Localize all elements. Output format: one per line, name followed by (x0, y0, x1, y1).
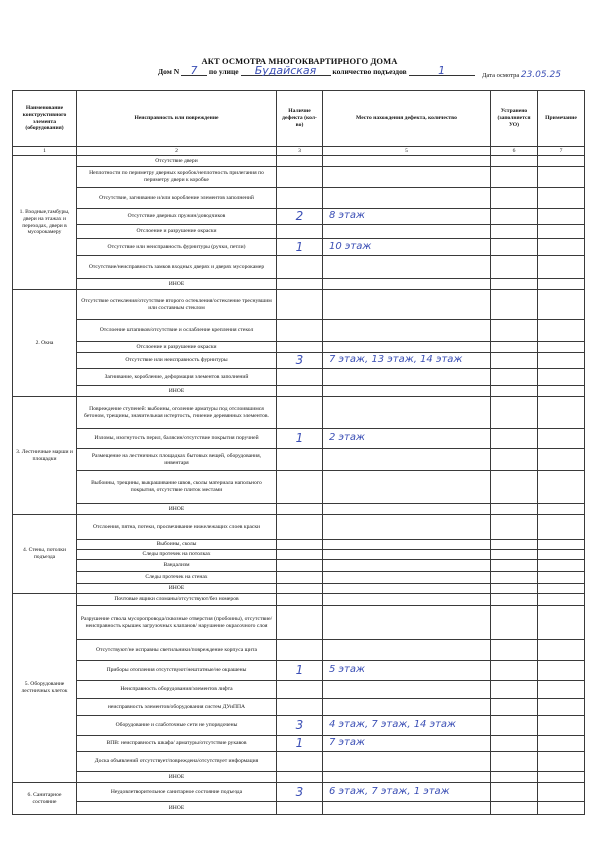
table-row (13, 342, 585, 353)
note-cell (538, 699, 585, 716)
defect-description: Загнивание, коробление, деформация элементов заполнений (77, 369, 277, 386)
defect-location-cell (323, 594, 491, 606)
street-field (241, 64, 331, 76)
col-header-element: Наименование конструктивного элемента (оборудования) (13, 91, 77, 147)
column-number-row (13, 147, 585, 156)
defect-count: 1 (295, 736, 304, 750)
note-cell (538, 606, 585, 640)
defect-location-cell (323, 736, 491, 752)
col-header-note: Примечание (538, 91, 585, 147)
defect-location-cell (323, 188, 491, 209)
fixed-cell (491, 209, 538, 225)
defect-location-cell (323, 353, 491, 369)
section-name: 5. Оборудование лестничных клеток (13, 594, 77, 783)
note-cell (538, 353, 585, 369)
defect-location-cell (323, 550, 491, 560)
defect-description: Неудовлетворительное санитарное состояние подъезда (77, 783, 277, 802)
fixed-cell (491, 550, 538, 560)
defect-location-cell (323, 279, 491, 290)
defect-count-cell (277, 699, 323, 716)
note-cell (538, 225, 585, 239)
section-name: 6. Санитарное состояние (13, 783, 77, 815)
defect-description: Повреждение ступеней: выбоины, оголение арматуры под отслоившимся бетоном, трещины, значительная истертость, гниение деревянных элементов. (77, 397, 277, 429)
defect-count-cell (277, 256, 323, 279)
table-row (13, 736, 585, 752)
defect-description: ИНОЕ (77, 584, 277, 594)
defect-location-cell (323, 540, 491, 550)
defect-description: ВПВ: неисправность шкафа/ арматуры/отсутствие рукавов (77, 736, 277, 752)
defect-description: Доска объявлений отсутствует/повреждена/отсутствует информация (77, 752, 277, 772)
table-row (13, 515, 585, 540)
defects-table (12, 90, 585, 815)
section-name: 4. Стены, потолки подъезда (13, 515, 77, 594)
defect-count-cell (277, 167, 323, 188)
table-row (13, 449, 585, 471)
defect-location-cell (323, 772, 491, 783)
table-row (13, 256, 585, 279)
defect-count-cell (277, 209, 323, 225)
defect-count-cell (277, 397, 323, 429)
defect-count: 1 (295, 239, 304, 254)
defect-location-cell (323, 783, 491, 802)
col-header-fixed: Устранено (заполняется УО) (491, 91, 538, 147)
table-row (13, 353, 585, 369)
defect-count-cell (277, 572, 323, 584)
note-cell (538, 736, 585, 752)
defect-description: Выбоины, сколы (77, 540, 277, 550)
fixed-cell (491, 661, 538, 681)
defect-count-cell (277, 772, 323, 783)
fixed-cell (491, 594, 538, 606)
defect-count-cell (277, 560, 323, 572)
defect-description: Отсутствие, загнивание и/или коробление элементов заполнений (77, 188, 277, 209)
fixed-cell (491, 504, 538, 515)
defect-location: 4 этаж, 7 этаж, 14 этаж (329, 719, 457, 731)
table-row (13, 397, 585, 429)
column-number: 7 (538, 147, 585, 156)
note-cell (538, 783, 585, 802)
column-number: 1 (13, 147, 77, 156)
defect-location-cell (323, 256, 491, 279)
defect-count: 1 (295, 663, 304, 677)
fixed-cell (491, 783, 538, 802)
col-header-defect: Неисправность или повреждение (77, 91, 277, 147)
defect-count-cell (277, 225, 323, 239)
header-line (158, 64, 475, 76)
column-number: 5 (323, 147, 491, 156)
fixed-cell (491, 320, 538, 342)
note-cell (538, 584, 585, 594)
table-row (13, 640, 585, 661)
defect-count-cell (277, 290, 323, 320)
defect-description: Следы протечек на потолках (77, 550, 277, 560)
fixed-cell (491, 716, 538, 736)
defect-description: Отслоение и разрушение окраски (77, 225, 277, 239)
fixed-cell (491, 429, 538, 449)
table-row (13, 156, 585, 167)
defect-description: Отсутствие остекления/отсутствие второго остекления/остекление треснувшим или составным стеклом (77, 290, 277, 320)
defect-count-cell (277, 429, 323, 449)
note-cell (538, 188, 585, 209)
column-number: 2 (77, 147, 277, 156)
note-cell (538, 504, 585, 515)
fixed-cell (491, 225, 538, 239)
defect-location-cell (323, 225, 491, 239)
defect-location-cell (323, 342, 491, 353)
defect-count-cell (277, 783, 323, 802)
fixed-cell (491, 640, 538, 661)
note-cell (538, 560, 585, 572)
column-number: 3 (277, 147, 323, 156)
fixed-cell (491, 736, 538, 752)
fixed-cell (491, 471, 538, 504)
fixed-cell (491, 681, 538, 699)
defect-count-cell (277, 156, 323, 167)
defect-description: Почтовые ящики сломаны/отсутствуют/без номеров (77, 594, 277, 606)
fixed-cell (491, 699, 538, 716)
defect-description: Отслоения, пятна, потеки, просвечивание нижележащих слоев краски (77, 515, 277, 540)
note-cell (538, 515, 585, 540)
defect-count-cell (277, 279, 323, 290)
table-row (13, 752, 585, 772)
table-row (13, 594, 585, 606)
note-cell (538, 429, 585, 449)
fixed-cell (491, 342, 538, 353)
defect-description: неисправность элементов/оборудования систем ДУиППА (77, 699, 277, 716)
note-cell (538, 397, 585, 429)
defect-location: 8 этаж (329, 210, 365, 222)
house-label: Дом N (158, 67, 180, 76)
table-row (13, 606, 585, 640)
section-name: 2. Окна (13, 290, 77, 397)
defect-description: ИНОЕ (77, 772, 277, 783)
table-row (13, 699, 585, 716)
defect-location-cell (323, 369, 491, 386)
defect-count-cell (277, 504, 323, 515)
table-row (13, 369, 585, 386)
fixed-cell (491, 449, 538, 471)
defect-count-cell (277, 320, 323, 342)
table-row (13, 279, 585, 290)
table-row (13, 471, 585, 504)
street-label: по улице (208, 67, 239, 76)
table-row (13, 290, 585, 320)
defect-description: Отсутствие дверных пружин/доводчиков (77, 209, 277, 225)
table-row (13, 209, 585, 225)
defect-description: Неплотности по периметру дверных коробок/неплотность прилегания по периметру двери к коробке (77, 167, 277, 188)
section-name: 3. Лестничные марши и площадки (13, 397, 77, 515)
note-cell (538, 594, 585, 606)
fixed-cell (491, 188, 538, 209)
defect-location: 5 этаж (329, 664, 365, 676)
defect-location-cell (323, 681, 491, 699)
defect-location: 7 этаж, 13 этаж, 14 этаж (329, 354, 463, 366)
col-header-presence: Наличие дефекта (кол-во) (277, 91, 323, 147)
date-value: 23.05.25 (520, 70, 561, 80)
note-cell (538, 386, 585, 397)
defect-location-cell (323, 290, 491, 320)
defect-count: 1 (295, 431, 304, 445)
entrances-label: количество подъездов (332, 67, 407, 76)
defects-table-body (13, 156, 585, 815)
defect-count-cell (277, 386, 323, 397)
defect-description: Отслоение и разрушение окраски (77, 342, 277, 353)
defect-description: Разрушение ствола мусоропровода/сквозные отверстия (пробоины), отсутствие/неисправность крышек загрузочных клапанов/ нарушение окрасочного слоя (77, 606, 277, 640)
table-row (13, 386, 585, 397)
defect-count-cell (277, 550, 323, 560)
defect-description: Отслоение штапиков/отсутствие и ослабление крепления стекол (77, 320, 277, 342)
defect-count: 3 (295, 353, 304, 367)
defect-count-cell (277, 661, 323, 681)
defect-description: Приборы отопления отсутствуют/нештатные/не окрашены (77, 661, 277, 681)
defect-count-cell (277, 640, 323, 661)
note-cell (538, 640, 585, 661)
defect-location: 7 этаж (329, 737, 365, 749)
fixed-cell (491, 752, 538, 772)
defect-location-cell (323, 209, 491, 225)
defect-count-cell (277, 540, 323, 550)
defect-location: 10 этаж (329, 240, 372, 252)
defect-description: Неисправность оборудования/элементов лифта (77, 681, 277, 699)
defect-description: Размещение на лестничных площадках бытовых вещей, оборудования, инвентаря (77, 449, 277, 471)
defect-count-cell (277, 353, 323, 369)
note-cell (538, 772, 585, 783)
defect-count-cell (277, 369, 323, 386)
defect-location-cell (323, 429, 491, 449)
defect-count-cell (277, 239, 323, 256)
defect-description: Отсутствие/неисправность замков входных дверях и дверях мусорокамер (77, 256, 277, 279)
defect-count-cell (277, 449, 323, 471)
note-cell (538, 342, 585, 353)
note-cell (538, 540, 585, 550)
document-title: АКТ ОСМОТРА МНОГОКВАРТИРНОГО ДОМА (201, 56, 398, 66)
defect-count-cell (277, 471, 323, 504)
note-cell (538, 239, 585, 256)
defect-count-cell (277, 515, 323, 540)
note-cell (538, 256, 585, 279)
defect-count: 3 (295, 784, 304, 799)
table-header-row (13, 91, 585, 147)
defect-location-cell (323, 661, 491, 681)
fixed-cell (491, 290, 538, 320)
fixed-cell (491, 606, 538, 640)
fixed-cell (491, 560, 538, 572)
defect-count-cell (277, 681, 323, 699)
table-row (13, 560, 585, 572)
fixed-cell (491, 515, 538, 540)
note-cell (538, 661, 585, 681)
defect-location-cell (323, 156, 491, 167)
section-name: 1. Входные,тамбуры, двери на этажах и переходах, двери в мусорокамеру (13, 156, 77, 290)
defect-location-cell (323, 560, 491, 572)
defect-description: Изломы, изогнутость перил, балясин/отсутствие покрытия поручней (77, 429, 277, 449)
house-number-field (181, 64, 207, 76)
defect-location-cell (323, 449, 491, 471)
defect-count-cell (277, 188, 323, 209)
defect-description: ИНОЕ (77, 504, 277, 515)
defect-location-cell (323, 320, 491, 342)
fixed-cell (491, 239, 538, 256)
col-header-location: Место нахождения дефекта, количество (323, 91, 491, 147)
note-cell (538, 471, 585, 504)
table-row (13, 681, 585, 699)
defect-location-cell (323, 699, 491, 716)
defect-description: Выбоины, трещины, выкрашивание швов, сколы материала напольного покрытия, отсутствие плиток местами (77, 471, 277, 504)
defect-location-cell (323, 397, 491, 429)
entrances-value: 1 (438, 64, 446, 77)
defect-count: 3 (295, 718, 304, 732)
defect-location: 6 этаж, 7 этаж, 1 этаж (329, 785, 450, 797)
table-row (13, 167, 585, 188)
defect-location-cell (323, 504, 491, 515)
defect-description: Отсутствие двери (77, 156, 277, 167)
defect-location-cell (323, 167, 491, 188)
defect-count: 2 (295, 209, 304, 223)
table-row (13, 225, 585, 239)
fixed-cell (491, 386, 538, 397)
table-row (13, 661, 585, 681)
column-number: 6 (491, 147, 538, 156)
table-row (13, 772, 585, 783)
table-row (13, 429, 585, 449)
defect-description: Отсутствие или неисправность фурнитуры (77, 353, 277, 369)
inspection-date (482, 70, 561, 80)
note-cell (538, 802, 585, 815)
defect-count-cell (277, 736, 323, 752)
defect-count-cell (277, 802, 323, 815)
street-value: Будайская (254, 64, 317, 77)
defect-count-cell (277, 752, 323, 772)
defect-location: 2 этаж (329, 432, 365, 444)
fixed-cell (491, 772, 538, 783)
note-cell (538, 209, 585, 225)
fixed-cell (491, 802, 538, 815)
fixed-cell (491, 353, 538, 369)
note-cell (538, 167, 585, 188)
defect-location-cell (323, 716, 491, 736)
fixed-cell (491, 369, 538, 386)
table-row (13, 550, 585, 560)
defect-description: Вандализм (77, 560, 277, 572)
defect-count-cell (277, 342, 323, 353)
note-cell (538, 156, 585, 167)
table-row (13, 540, 585, 550)
table-row (13, 239, 585, 256)
fixed-cell (491, 279, 538, 290)
note-cell (538, 550, 585, 560)
defect-location-cell (323, 752, 491, 772)
defect-location-cell (323, 606, 491, 640)
defect-description: ИНОЕ (77, 279, 277, 290)
defect-description: Оборудование и слаботочные сети не упорядочены (77, 716, 277, 736)
defect-location-cell (323, 802, 491, 815)
note-cell (538, 320, 585, 342)
defect-description: Следы протечек на стенах (77, 572, 277, 584)
defect-description: ИНОЕ (77, 802, 277, 815)
defect-location-cell (323, 239, 491, 256)
defect-location-cell (323, 584, 491, 594)
defect-count-cell (277, 606, 323, 640)
table-row (13, 716, 585, 736)
defect-location-cell (323, 386, 491, 397)
defect-location-cell (323, 572, 491, 584)
entrances-field (409, 64, 475, 76)
defect-count-cell (277, 584, 323, 594)
defect-location-cell (323, 471, 491, 504)
note-cell (538, 681, 585, 699)
table-row (13, 188, 585, 209)
defect-location-cell (323, 515, 491, 540)
note-cell (538, 752, 585, 772)
table-row (13, 802, 585, 815)
defect-count-cell (277, 716, 323, 736)
house-number-value: 7 (190, 64, 198, 77)
note-cell (538, 449, 585, 471)
note-cell (538, 716, 585, 736)
fixed-cell (491, 540, 538, 550)
defect-location-cell (323, 640, 491, 661)
table-row (13, 783, 585, 802)
note-cell (538, 369, 585, 386)
fixed-cell (491, 167, 538, 188)
table-row (13, 584, 585, 594)
fixed-cell (491, 584, 538, 594)
note-cell (538, 572, 585, 584)
table-row (13, 504, 585, 515)
fixed-cell (491, 397, 538, 429)
defect-description: ИНОЕ (77, 386, 277, 397)
note-cell (538, 279, 585, 290)
defect-count-cell (277, 594, 323, 606)
table-row (13, 320, 585, 342)
defect-description: Отсутствие или неисправность фурнитуры (ручки, петли) (77, 239, 277, 256)
date-label: Дата осмотра (482, 72, 520, 79)
fixed-cell (491, 156, 538, 167)
table-row (13, 572, 585, 584)
note-cell (538, 290, 585, 320)
defect-description: Отсутствуют/не исправны светильники/повреждение корпуса щита (77, 640, 277, 661)
fixed-cell (491, 572, 538, 584)
fixed-cell (491, 256, 538, 279)
